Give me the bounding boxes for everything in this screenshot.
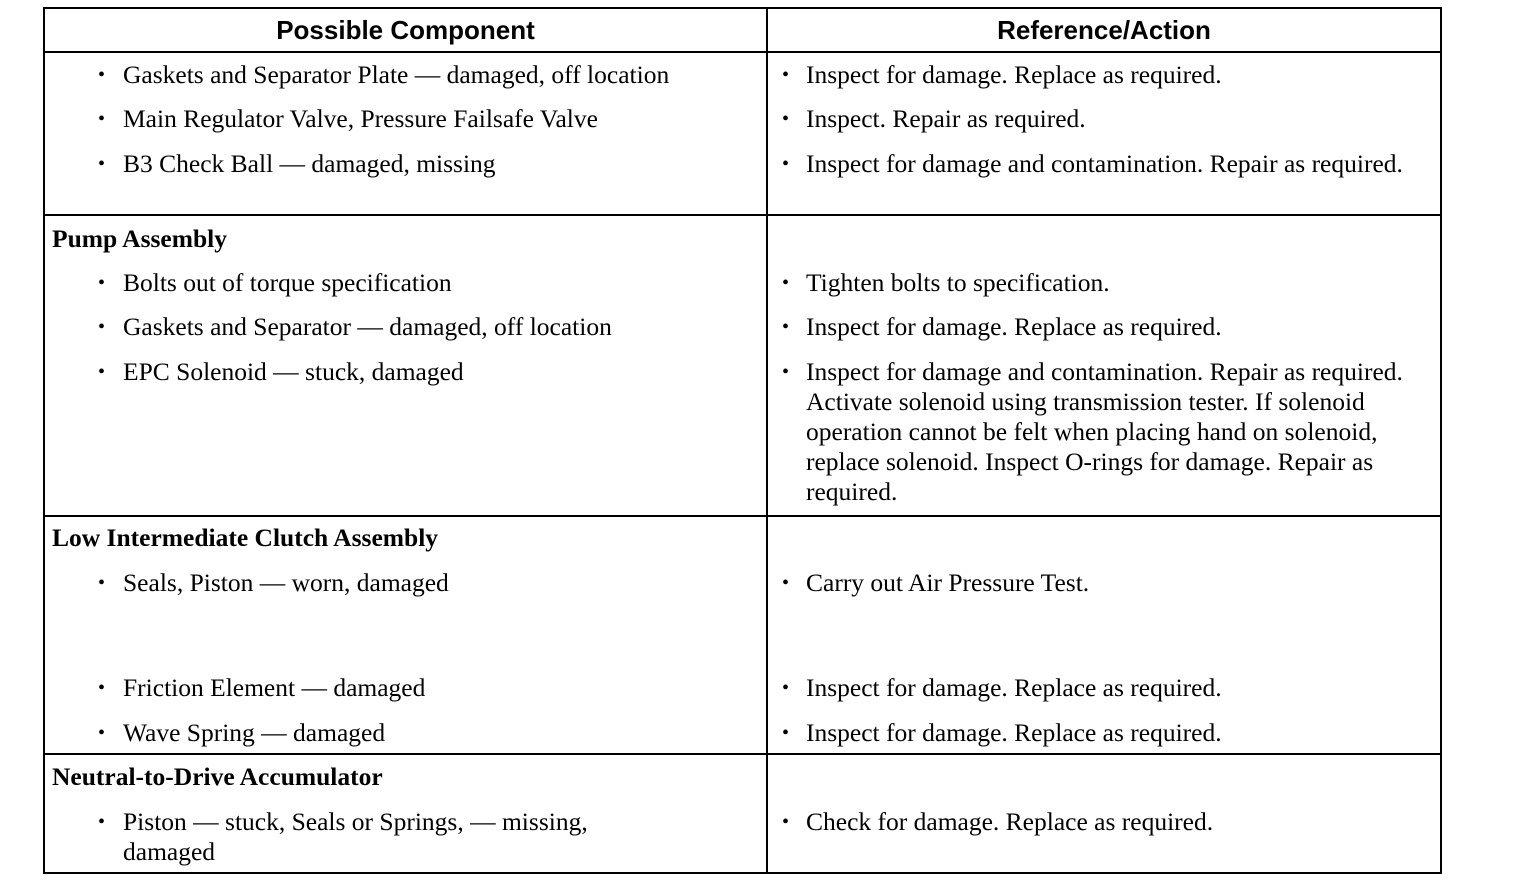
- component-cell: Bolts out of torque specification: [123, 268, 452, 297]
- component-cell: B3 Check Ball — damaged, missing: [123, 149, 496, 178]
- bullet-icon: •: [782, 677, 790, 699]
- row-divider: [43, 515, 1442, 517]
- header-divider: [43, 51, 1442, 53]
- header-possible-component: Possible Component: [276, 15, 535, 45]
- bullet-icon: •: [782, 272, 790, 294]
- bullet-icon: •: [98, 677, 106, 699]
- component-cell: Gaskets and Separator — damaged, off location: [123, 312, 612, 341]
- component-cell: Wave Spring — damaged: [123, 718, 386, 747]
- action-cell: Check for damage. Replace as required.: [806, 807, 1214, 836]
- bullet-icon: •: [782, 153, 790, 175]
- bullet-icon: •: [98, 272, 106, 294]
- action-cell: Inspect for damage. Replace as required.: [806, 718, 1222, 747]
- action-cell: Inspect for damage. Replace as required.: [806, 312, 1222, 341]
- group-title: Low Intermediate Clutch Assembly: [52, 523, 439, 552]
- action-cell: Tighten bolts to specification.: [806, 268, 1110, 297]
- column-divider: [766, 7, 768, 874]
- action-cell: Inspect for damage and contamination. Repair as required. Activate solenoid using transmission tester. If solenoid operation cannot be felt when placing hand on solenoid, replace solenoid. Inspect O-rings for damage. Repair as required.: [806, 357, 1403, 506]
- bullet-icon: •: [98, 572, 106, 594]
- bullet-icon: •: [782, 361, 790, 383]
- header-reference-action: Reference/Action: [997, 15, 1211, 45]
- component-cell: Seals, Piston — worn, damaged: [123, 568, 449, 597]
- group-title: Pump Assembly: [52, 224, 227, 253]
- action-cell: Inspect for damage. Replace as required.: [806, 673, 1222, 702]
- bullet-icon: •: [782, 811, 790, 833]
- bullet-icon: •: [782, 108, 790, 130]
- component-cell: EPC Solenoid — stuck, damaged: [123, 357, 464, 386]
- action-cell: Inspect for damage. Replace as required.: [806, 60, 1222, 89]
- group-title: Neutral-to-Drive Accumulator: [52, 762, 383, 791]
- action-cell: Inspect for damage and contamination. Repair as required.: [806, 149, 1403, 178]
- component-cell: Piston — stuck, Seals or Springs, — missing, damaged: [123, 807, 588, 866]
- bullet-icon: •: [782, 572, 790, 594]
- row-divider: [43, 214, 1442, 216]
- component-cell: Friction Element — damaged: [123, 673, 426, 702]
- bullet-icon: •: [782, 316, 790, 338]
- bullet-icon: •: [782, 722, 790, 744]
- action-cell: Inspect. Repair as required.: [806, 104, 1086, 133]
- component-cell: Main Regulator Valve, Pressure Failsafe Valve: [123, 104, 598, 133]
- bullet-icon: •: [98, 316, 106, 338]
- component-cell: Gaskets and Separator Plate — damaged, off location: [123, 60, 670, 89]
- bullet-icon: •: [98, 153, 106, 175]
- bullet-icon: •: [98, 64, 106, 86]
- bullet-icon: •: [98, 108, 106, 130]
- bullet-icon: •: [98, 361, 106, 383]
- action-cell: Carry out Air Pressure Test.: [806, 568, 1090, 597]
- row-divider: [43, 753, 1442, 755]
- bullet-icon: •: [782, 64, 790, 86]
- bullet-icon: •: [98, 811, 106, 833]
- bullet-icon: •: [98, 722, 106, 744]
